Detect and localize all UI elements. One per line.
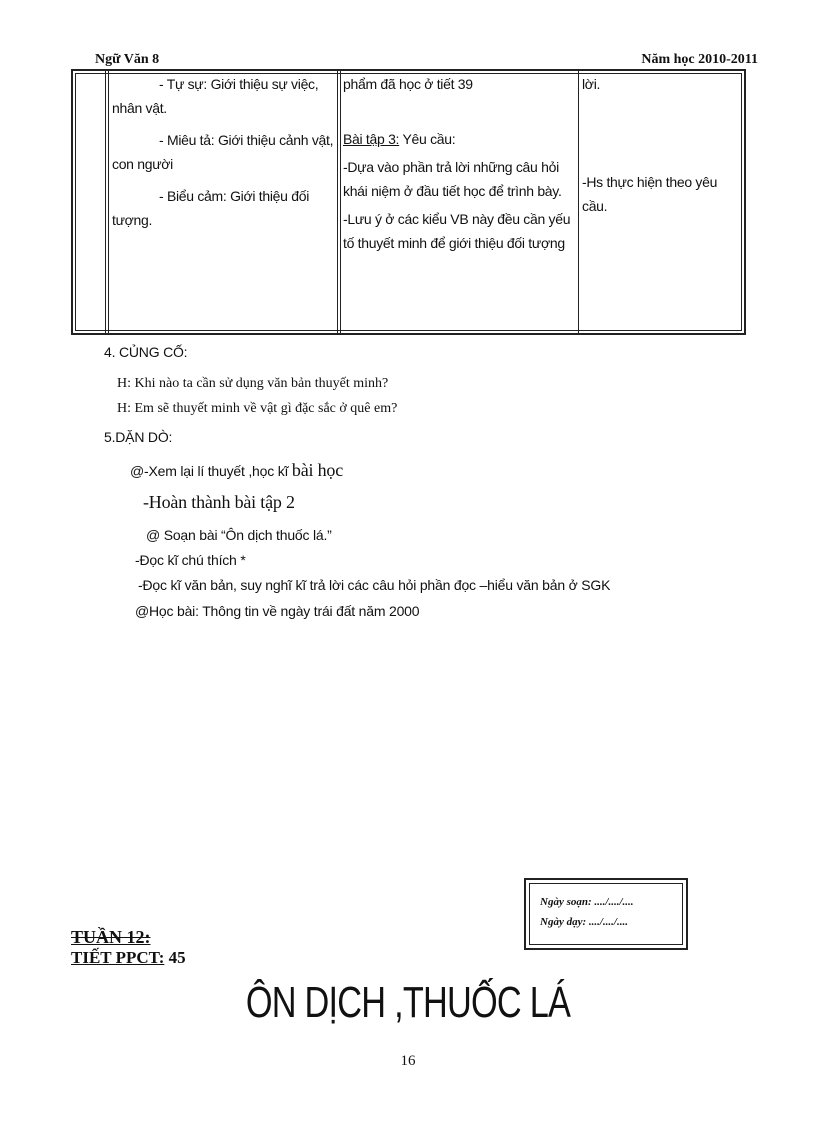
- exercise-3-requirement: Yêu cầu:: [399, 131, 456, 147]
- homework-heading: 5.DẶN DÒ:: [104, 429, 173, 445]
- content-description: - Miêu tả: Giới thiệu cảnh vật, con người: [112, 132, 334, 172]
- consolidate-question-1: H: Khi nào ta cần sử dụng văn bản thuyết minh?: [117, 376, 389, 391]
- content-narrative: - Tự sự: Giới thiệu sự việc, nhân vật.: [112, 76, 319, 116]
- exercise-3-instruction: -Dựa vào phần trả lời những câu hỏi khái niệm ở đầu tiết học để trình bày.: [343, 159, 562, 199]
- homework-item-exercise: -Hoàn thành bài tập 2: [143, 492, 295, 512]
- table-divider-3: [578, 71, 579, 333]
- table-col-activities: [343, 72, 571, 255]
- table-col-student: [582, 72, 742, 218]
- exercise-3-label: Bài tập 3:: [343, 131, 400, 147]
- consolidate-heading: 4. CỦNG CỐ:: [104, 344, 188, 360]
- homework-item-prepare: @ Soạn bài “Ôn dịch thuốc lá.”: [146, 527, 332, 543]
- lesson-period-number: 45: [164, 948, 186, 967]
- week-label: TUẦN 12:: [71, 927, 151, 947]
- table-col-content-types: [112, 72, 334, 232]
- consolidate-question-2: H: Em sẽ thuyết minh về vật gì đặc sắc ở quê em?: [117, 401, 398, 416]
- date-prepared: Ngày soạn: ..../..../....: [540, 896, 634, 908]
- lesson-title: ÔN DỊCH ,THUỐC LÁ: [245, 978, 571, 1027]
- exercise-3-note: -Lưu ý ở các kiểu VB này đều cần yếu tố thuyết minh để giới thiệu đối tượng: [343, 211, 571, 251]
- header-subject: Ngữ Văn 8: [95, 52, 160, 67]
- lesson-period: [71, 948, 186, 968]
- homework-review-text: @-Xem lại lí thuyết ,học kĩ: [130, 463, 292, 479]
- lesson-dates-box: [524, 878, 688, 950]
- activity-line-1: phẩm đã học ở tiết 39: [343, 76, 473, 92]
- date-taught: Ngày dạy: ..../..../....: [540, 916, 628, 928]
- table-divider-1: [105, 71, 109, 333]
- homework-item-study: @Học bài: Thông tin về ngày trái đất năm 2000: [135, 603, 420, 619]
- student-activity: -Hs thực hiện theo yêu cầu.: [582, 174, 718, 214]
- homework-item-review: [130, 460, 343, 481]
- homework-item-notes: -Đọc kĩ chú thích *: [135, 552, 246, 568]
- lesson-dates-inner: [529, 883, 683, 945]
- student-line-1: lời.: [582, 76, 601, 92]
- header-school-year: Năm học 2010-2011: [641, 52, 758, 67]
- homework-item-read: -Đọc kĩ văn bản, suy nghĩ kĩ trả lời các câu hỏi phần đọc –hiểu văn bản ở SGK: [138, 577, 611, 593]
- content-expressive: - Biểu cảm: Giới thiệu đối tượng.: [112, 188, 310, 228]
- lesson-period-label: TIẾT PPCT:: [71, 948, 165, 967]
- exercise-3-heading: [343, 127, 571, 151]
- table-divider-2: [337, 71, 341, 333]
- page-number: 16: [400, 1053, 416, 1069]
- homework-review-lesson: bài học: [291, 460, 343, 480]
